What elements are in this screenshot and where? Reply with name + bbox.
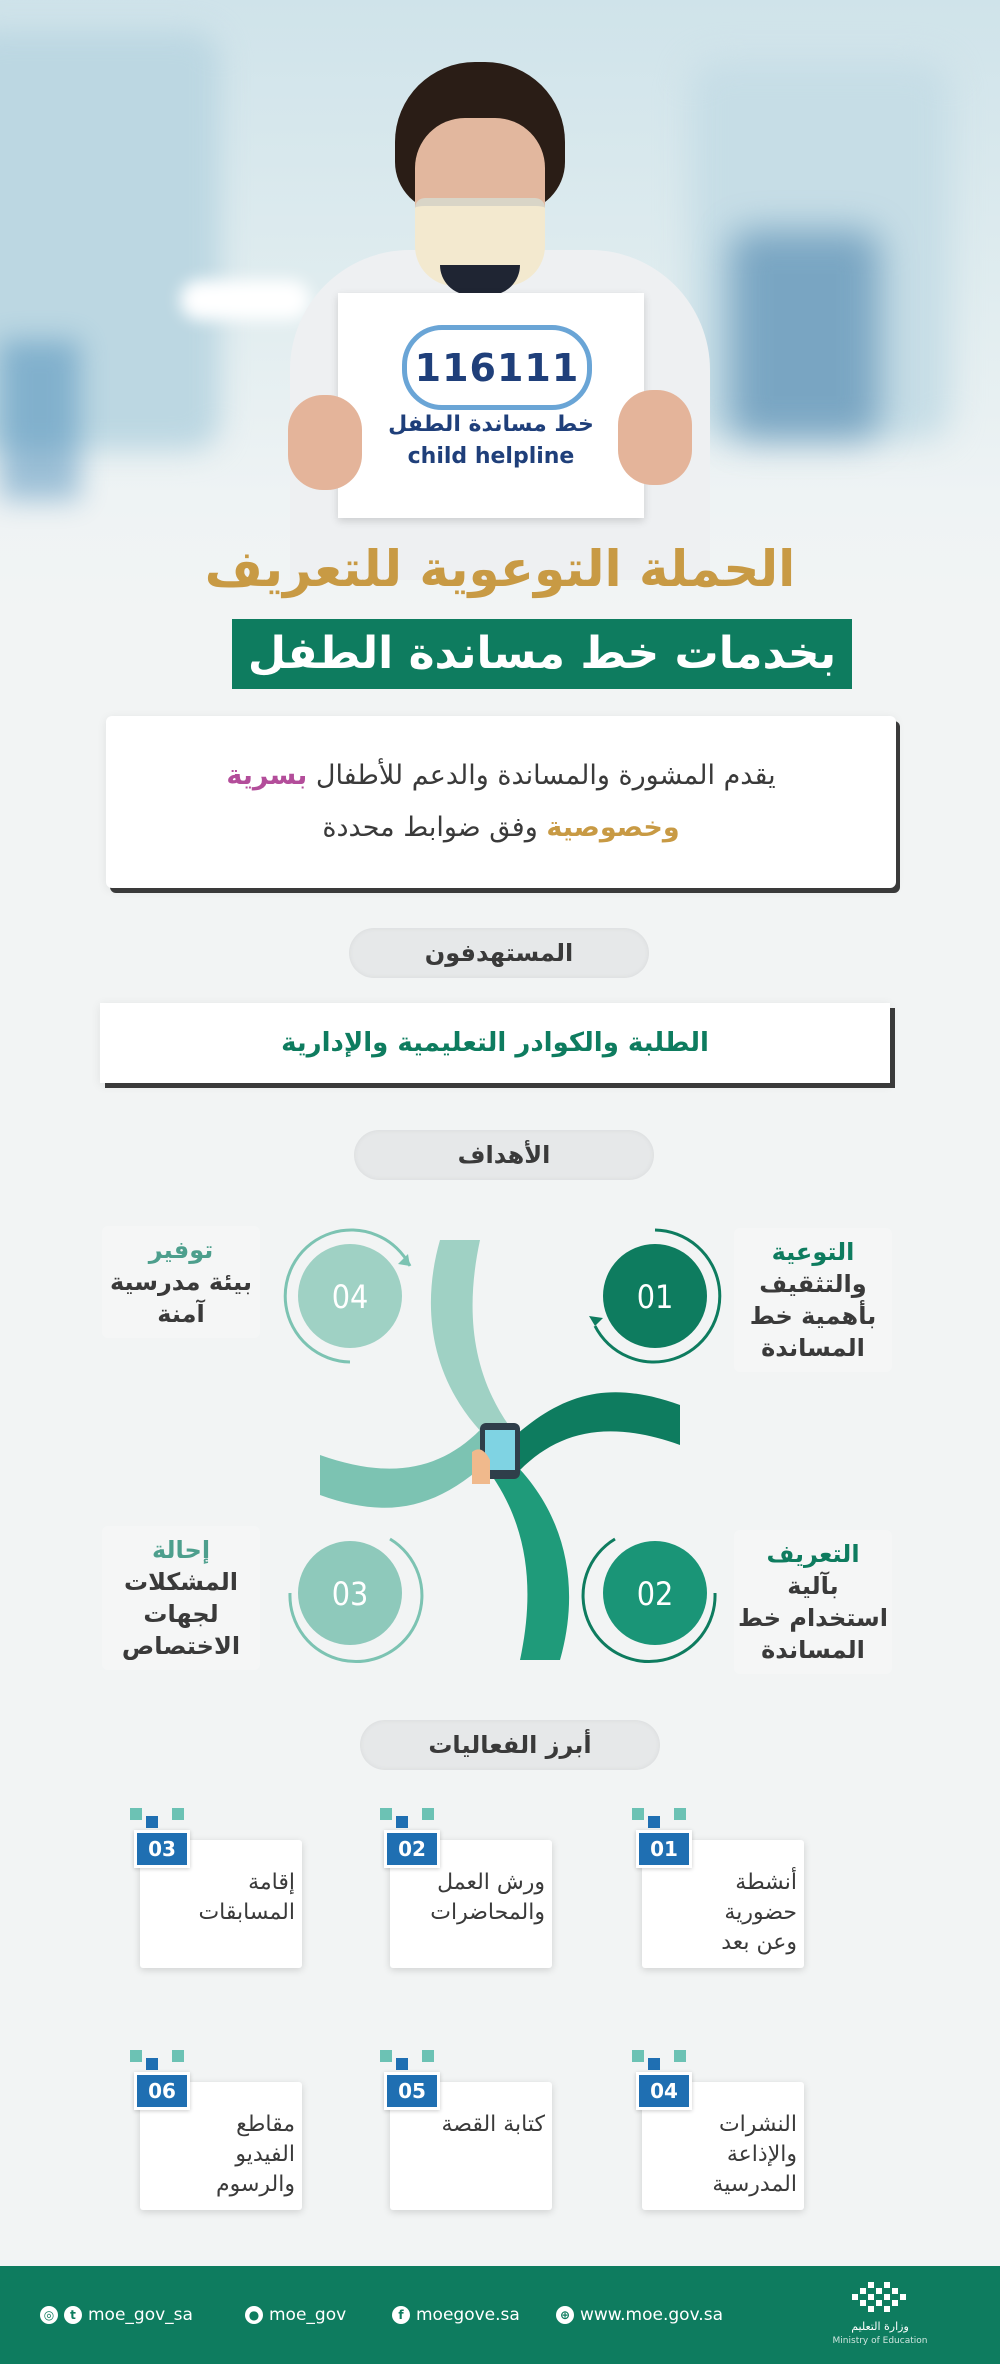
- goal-3-text: [102, 1526, 260, 1670]
- goal-3-title: إحالة: [151, 1536, 211, 1564]
- child-hand: [618, 390, 692, 485]
- background-blur: [730, 230, 880, 440]
- social-handle: moe_gov_sa: [88, 2305, 193, 2325]
- swirl-arm: [500, 1392, 680, 1470]
- snapchat-icon: ●: [245, 2306, 263, 2324]
- activity-number: 04: [636, 2072, 692, 2110]
- goal-4-number: 04: [331, 1278, 369, 1316]
- helpline-label-en: child helpline: [407, 444, 575, 469]
- footer-social-facebook[interactable]: [392, 2300, 520, 2330]
- intro-text: يقدم المشورة والمساندة والدعم للأطفال: [307, 760, 776, 791]
- arrow-icon: [589, 1316, 603, 1326]
- goals-heading: الأهداف: [354, 1130, 654, 1180]
- goal-3-circle: [270, 1513, 430, 1673]
- activity-card-01: [642, 1818, 832, 1968]
- ministry-name: وزارة التعليم: [851, 2320, 909, 2333]
- pixel-decor: [172, 1808, 184, 1820]
- goal-1-text: [734, 1228, 892, 1372]
- intro-card: [106, 716, 896, 888]
- goal-1-circle: [575, 1216, 735, 1376]
- goal-4-description: بيئة مدرسية آمنة: [109, 1268, 252, 1328]
- background-blur: [0, 340, 80, 500]
- goal-1-title: التوعية: [771, 1238, 855, 1266]
- activity-label: النشرات والإذاعة المدرسية: [712, 2112, 797, 2197]
- footer-social-instagram-twitter[interactable]: [40, 2300, 193, 2330]
- pixel-decor: [632, 1808, 644, 1820]
- goal-2-number: 02: [636, 1575, 674, 1613]
- campaign-title: الحملة التوعوية للتعريف: [204, 540, 796, 598]
- goal-2-title: التعريف: [766, 1540, 860, 1568]
- goal-4-circle: [270, 1216, 430, 1376]
- goal-3-number: 03: [331, 1575, 369, 1613]
- activity-card-06: [140, 2060, 330, 2210]
- activity-label: مقاطع الفيديو والرسوم: [216, 2112, 295, 2197]
- goal-2-circle: [575, 1513, 735, 1673]
- activity-label: كتابة القصة: [441, 2112, 545, 2137]
- helpline-label-ar: خط مساندة الطفل: [388, 412, 594, 437]
- facebook-icon: f: [392, 2306, 410, 2324]
- activity-card-02: [390, 1818, 580, 1968]
- pixel-decor: [396, 2058, 408, 2070]
- pixel-decor: [648, 2058, 660, 2070]
- intro-line-1: [106, 760, 896, 791]
- pixel-decor: [648, 1816, 660, 1828]
- intro-highlight-confidentiality: بسرية: [226, 760, 308, 791]
- activity-number: 02: [384, 1830, 440, 1868]
- activity-number: 01: [636, 1830, 692, 1868]
- target-text: الطلبة والكوادر التعليمية والإدارية: [281, 1028, 709, 1058]
- activity-label: أنشطة حضورية وعن بعد: [721, 1870, 797, 1955]
- pixel-decor: [172, 2050, 184, 2062]
- intro-highlight-privacy: وخصوصية: [546, 812, 680, 843]
- child-hand: [288, 395, 362, 490]
- goal-4-title: توفير: [148, 1236, 214, 1264]
- pixel-decor: [674, 1808, 686, 1820]
- swirl-arm: [480, 1450, 569, 1660]
- globe-icon: ⊕: [556, 2306, 574, 2324]
- campaign-subtitle: بخدمات خط مساندة الطفل: [247, 628, 837, 679]
- activity-card-05: [390, 2060, 580, 2210]
- goal-1-description: والتثقيف بأهمية خط المساندة: [749, 1270, 877, 1362]
- twitter-icon: t: [64, 2306, 82, 2324]
- activity-number: 05: [384, 2072, 440, 2110]
- background-blur: [180, 280, 310, 320]
- activity-number: 06: [134, 2072, 190, 2110]
- activity-label: إقامة المسابقات: [198, 1870, 295, 1925]
- pixel-decor: [146, 2058, 158, 2070]
- website-url: www.moe.gov.sa: [580, 2305, 723, 2325]
- instagram-icon: ◎: [40, 2306, 58, 2324]
- goal-4-text: [102, 1226, 260, 1338]
- hero-photo: [0, 0, 1000, 620]
- pixel-decor: [422, 1808, 434, 1820]
- helpline-number: 116111: [414, 345, 580, 390]
- goal-2-description: بآلية استخدام خط المساندة: [738, 1572, 888, 1664]
- intro-line-2: [106, 812, 896, 843]
- footer-website-link[interactable]: [556, 2300, 723, 2330]
- pixel-decor: [422, 2050, 434, 2062]
- activity-card-04: [642, 2060, 832, 2210]
- pixel-decor: [130, 2050, 142, 2062]
- pixel-decor: [380, 2050, 392, 2062]
- social-handle: moe_gov: [269, 2305, 347, 2325]
- activities-heading: أبرز الفعاليات: [360, 1720, 660, 1770]
- pixel-decor: [396, 1816, 408, 1828]
- footer-social-snapchat[interactable]: [245, 2300, 346, 2330]
- ministry-name-en: Ministry of Education: [832, 2336, 928, 2346]
- intro-text: وفق ضوابط محددة: [322, 812, 547, 843]
- pixel-decor: [146, 1816, 158, 1828]
- activity-label: ورش العمل والمحاضرات: [430, 1870, 545, 1925]
- helpline-logo-bubble: [402, 325, 592, 410]
- goal-1-number: 01: [636, 1278, 674, 1316]
- goal-3-description: المشكلات لجهات الاختصاص: [121, 1568, 241, 1660]
- pixel-decor: [380, 1808, 392, 1820]
- pixel-decor: [674, 2050, 686, 2062]
- pixel-decor: [130, 1808, 142, 1820]
- swirl-arm: [431, 1240, 520, 1450]
- goal-2-text: [734, 1530, 892, 1674]
- target-heading: المستهدفون: [349, 928, 649, 978]
- pixel-decor: [632, 2050, 644, 2062]
- social-handle: moegove.sa: [416, 2305, 520, 2325]
- ministry-logo-icon: [850, 2280, 914, 2316]
- activity-card-03: [140, 1818, 330, 1968]
- activity-number: 03: [134, 1830, 190, 1868]
